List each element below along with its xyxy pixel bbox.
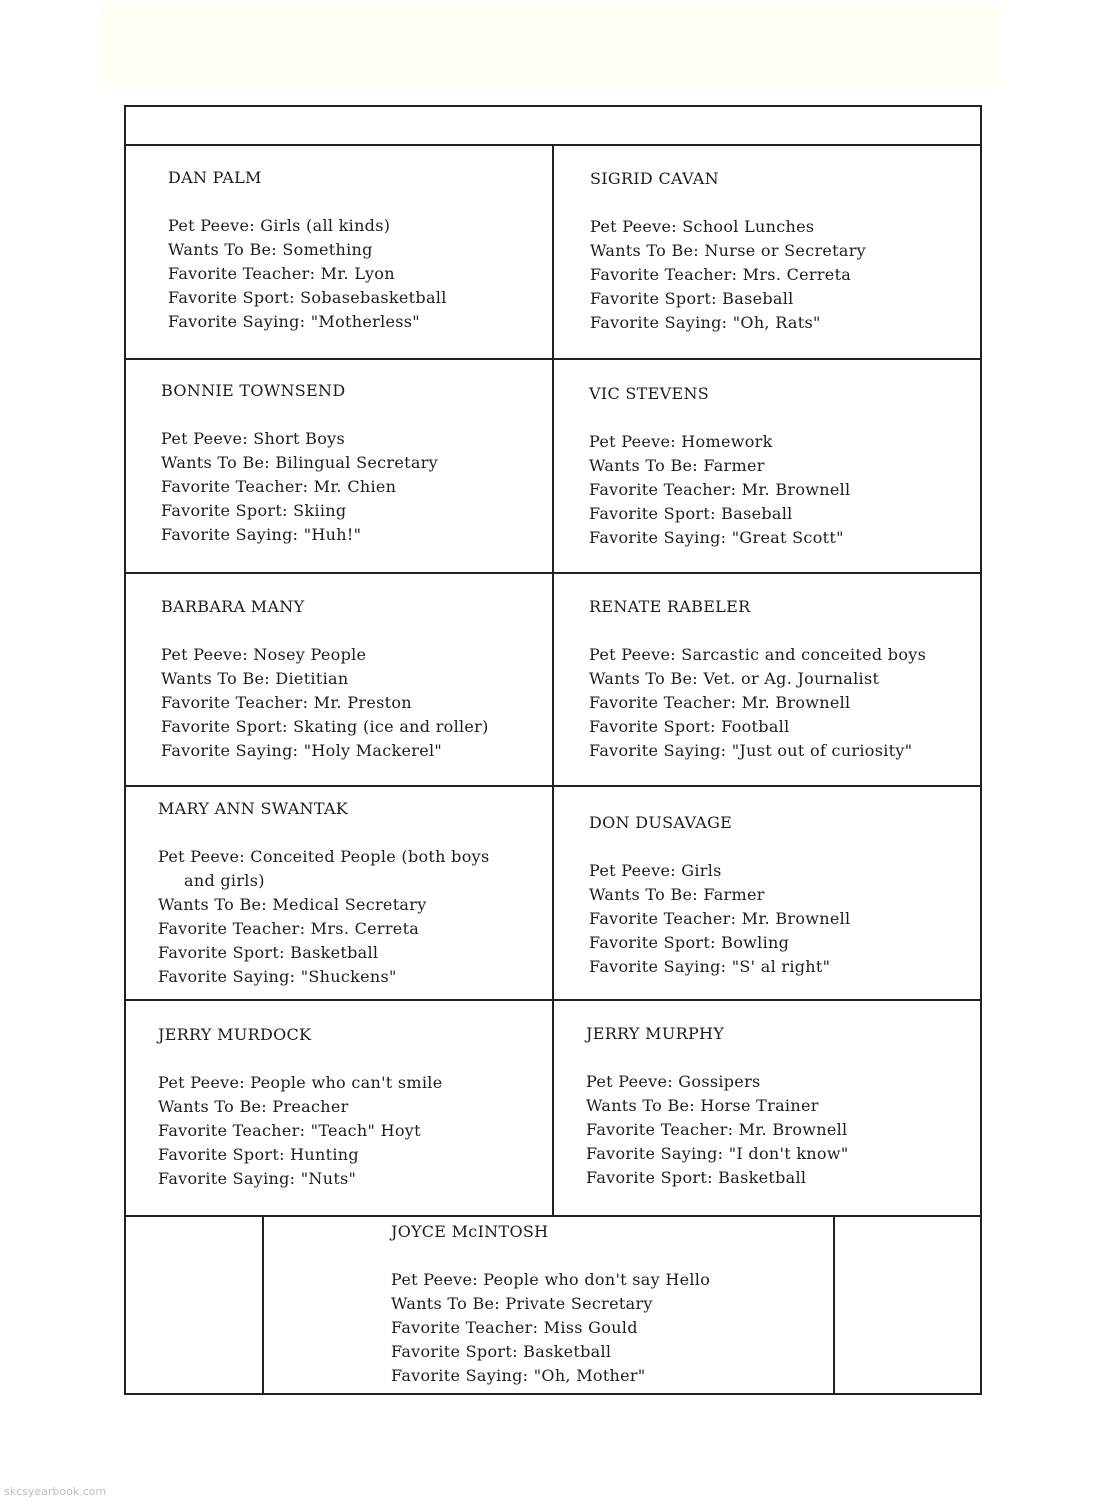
wants-to-be: Wants To Be: Horse Trainer — [586, 1096, 819, 1115]
pet-peeve: Pet Peeve: Short Boys — [161, 429, 346, 448]
watermark: skcsyearbook.com — [4, 1485, 107, 1498]
pet-peeve: Pet Peeve: Sarcastic and conceited boys — [589, 645, 927, 664]
entry-sigrid-cavan — [590, 167, 866, 335]
column-divider — [552, 144, 554, 1217]
favorite-sport: Favorite Sport: Bowling — [589, 933, 790, 952]
pet-peeve: Pet Peeve: Girls — [589, 861, 722, 880]
favorite-teacher: Favorite Teacher: Mr. Preston — [161, 693, 412, 712]
student-name: DAN PALM — [168, 168, 262, 187]
favorite-sport: Favorite Sport: Baseball — [590, 289, 794, 308]
favorite-saying: Favorite Saying: "S' al right" — [589, 957, 831, 976]
wants-to-be: Wants To Be: Nurse or Secretary — [590, 241, 867, 260]
favorite-teacher: Favorite Teacher: Mr. Chien — [161, 477, 397, 496]
favorite-saying: Favorite Saying: "Oh, Rats" — [590, 313, 821, 332]
favorite-sport: Favorite Sport: Basketball — [586, 1168, 807, 1187]
wants-to-be: Wants To Be: Preacher — [158, 1097, 349, 1116]
favorite-teacher: Favorite Teacher: Miss Gould — [391, 1318, 638, 1337]
student-name: DON DUSAVAGE — [589, 813, 733, 832]
favorite-sport: Favorite Sport: Skating (ice and roller) — [161, 717, 489, 736]
favorite-teacher: Favorite Teacher: Mrs. Cerreta — [590, 265, 852, 284]
favorite-sport: Favorite Sport: Football — [589, 717, 790, 736]
pet-peeve-continued: and girls) — [184, 871, 265, 890]
favorite-saying: Favorite Saying: "I don't know" — [586, 1144, 849, 1163]
entry-jerry-murphy — [586, 1022, 849, 1190]
wants-to-be: Wants To Be: Private Secretary — [391, 1294, 653, 1313]
student-name: RENATE RABELER — [589, 597, 751, 616]
favorite-saying: Favorite Saying: "Holy Mackerel" — [161, 741, 443, 760]
pet-peeve: Pet Peeve: People who can't smile — [158, 1073, 443, 1092]
favorite-saying: Favorite Saying: "Motherless" — [168, 312, 420, 331]
page-tint — [100, 5, 1000, 85]
entry-mary-ann-swantak — [158, 797, 489, 989]
favorite-teacher: Favorite Teacher: Mr. Brownell — [589, 480, 851, 499]
favorite-saying: Favorite Saying: "Just out of curiosity" — [589, 741, 913, 760]
entry-jerry-murdock — [158, 1023, 443, 1191]
pet-peeve: Pet Peeve: Nosey People — [161, 645, 367, 664]
entry-joyce-mcintosh — [391, 1220, 710, 1388]
entry-barbara-many — [161, 595, 489, 763]
favorite-teacher: Favorite Teacher: Mr. Brownell — [589, 693, 851, 712]
bottom-left-divider — [262, 1215, 264, 1395]
entry-bonnie-townsend — [161, 379, 438, 547]
student-name: BONNIE TOWNSEND — [161, 381, 346, 400]
student-name: JOYCE McINTOSH — [391, 1222, 549, 1241]
favorite-sport: Favorite Sport: Skiing — [161, 501, 347, 520]
wants-to-be: Wants To Be: Vet. or Ag. Journalist — [589, 669, 880, 688]
student-name: MARY ANN SWANTAK — [158, 799, 349, 818]
favorite-saying: Favorite Saying: "Huh!" — [161, 525, 362, 544]
favorite-sport: Favorite Sport: Basketball — [158, 943, 379, 962]
student-name: SIGRID CAVAN — [590, 169, 719, 188]
student-name: VIC STEVENS — [589, 384, 710, 403]
favorite-sport: Favorite Sport: Basketball — [391, 1342, 612, 1361]
student-name: JERRY MURPHY — [586, 1024, 725, 1043]
bottom-right-divider — [833, 1215, 835, 1395]
favorite-saying: Favorite Saying: "Shuckens" — [158, 967, 397, 986]
favorite-sport: Favorite Sport: Sobasebasketball — [168, 288, 447, 307]
entry-dan-palm — [168, 166, 447, 334]
entry-vic-stevens — [589, 382, 850, 550]
favorite-teacher: Favorite Teacher: Mr. Lyon — [168, 264, 395, 283]
pet-peeve: Pet Peeve: Girls (all kinds) — [168, 216, 391, 235]
favorite-saying: Favorite Saying: "Oh, Mother" — [391, 1366, 646, 1385]
pet-peeve: Pet Peeve: People who don't say Hello — [391, 1270, 711, 1289]
pet-peeve: Pet Peeve: Homework — [589, 432, 773, 451]
favorite-sport: Favorite Sport: Hunting — [158, 1145, 359, 1164]
wants-to-be: Wants To Be: Farmer — [589, 456, 765, 475]
wants-to-be: Wants To Be: Dietitian — [161, 669, 349, 688]
favorite-teacher: Favorite Teacher: "Teach" Hoyt — [158, 1121, 421, 1140]
favorite-teacher: Favorite Teacher: Mr. Brownell — [586, 1120, 848, 1139]
pet-peeve: Pet Peeve: School Lunches — [590, 217, 815, 236]
student-name: BARBARA MANY — [161, 597, 305, 616]
favorite-saying: Favorite Saying: "Great Scott" — [589, 528, 844, 547]
wants-to-be: Wants To Be: Something — [168, 240, 373, 259]
entry-don-dusavage — [589, 811, 850, 979]
favorite-teacher: Favorite Teacher: Mr. Brownell — [589, 909, 851, 928]
wants-to-be: Wants To Be: Farmer — [589, 885, 765, 904]
pet-peeve: Pet Peeve: Gossipers — [586, 1072, 761, 1091]
student-name: JERRY MURDOCK — [158, 1025, 312, 1044]
favorite-saying: Favorite Saying: "Nuts" — [158, 1169, 357, 1188]
favorite-teacher: Favorite Teacher: Mrs. Cerreta — [158, 919, 420, 938]
favorite-sport: Favorite Sport: Baseball — [589, 504, 793, 523]
wants-to-be: Wants To Be: Bilingual Secretary — [161, 453, 438, 472]
wants-to-be: Wants To Be: Medical Secretary — [158, 895, 427, 914]
entry-renate-rabeler — [589, 595, 926, 763]
pet-peeve: Pet Peeve: Conceited People (both boys — [158, 847, 490, 866]
